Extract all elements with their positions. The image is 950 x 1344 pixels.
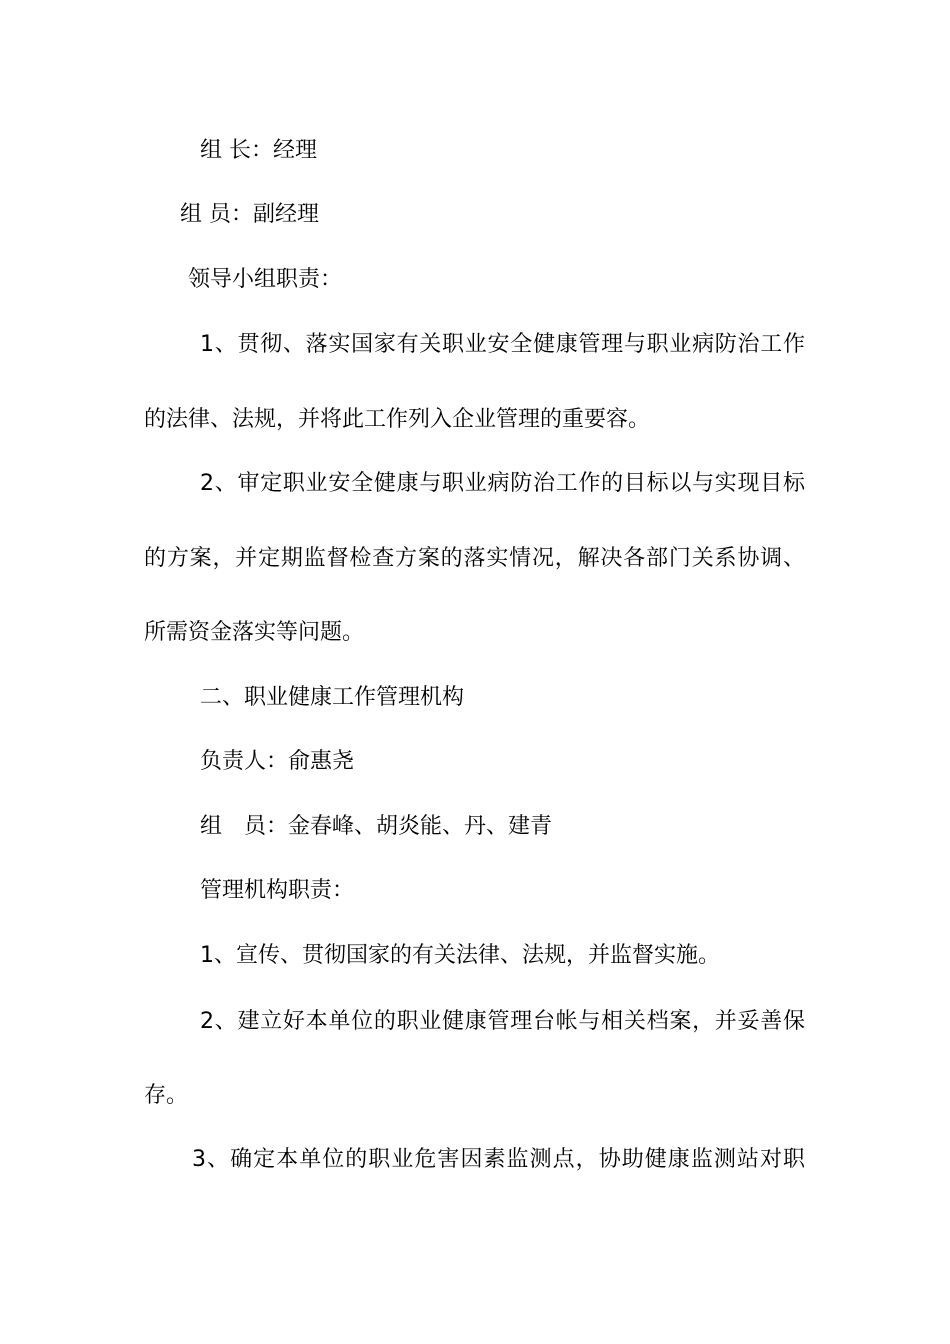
mgmt-duty-2-line-2: 存。 [144, 1083, 189, 1108]
duty-1-line-1: 1、贯彻、落实国家有关职业安全健康管理与职业病防治工作 [200, 332, 805, 357]
section-2-heading: 二、职业健康工作管理机构 [200, 685, 465, 710]
team-member-line: 组 员：副经理 [180, 202, 319, 227]
mgmt-duty-3-line-1: 3、确定本单位的职业危害因素监测点，协助健康监测站对职 [192, 1147, 805, 1172]
duty-2-line-3: 所需资金落实等问题。 [144, 620, 365, 645]
responsible-person-line: 负责人：俞惠尧 [200, 749, 355, 774]
duty-2-line-2: 的方案，并定期监督检查方案的落实情况，解决各部门关系协调、 [144, 546, 805, 571]
members-line: 组 员：金春峰、胡炎能、丹、建青 [200, 814, 553, 839]
duty-2-line-1: 2、审定职业安全健康与职业病防治工作的目标以与实现目标 [200, 471, 805, 496]
management-duties-heading: 管理机构职责： [200, 878, 355, 903]
mgmt-duty-1-line: 1、宣传、贯彻国家的有关法律、法规，并监督实施。 [200, 943, 720, 968]
duty-1-line-2: 的法律、法规，并将此工作列入企业管理的重要容。 [144, 407, 651, 432]
leadership-duties-heading: 领导小组职责： [188, 267, 343, 292]
mgmt-duty-2-line-1: 2、建立好本单位的职业健康管理台帐与相关档案，并妥善保 [200, 1009, 805, 1034]
team-leader-line: 组 长：经理 [200, 138, 317, 163]
